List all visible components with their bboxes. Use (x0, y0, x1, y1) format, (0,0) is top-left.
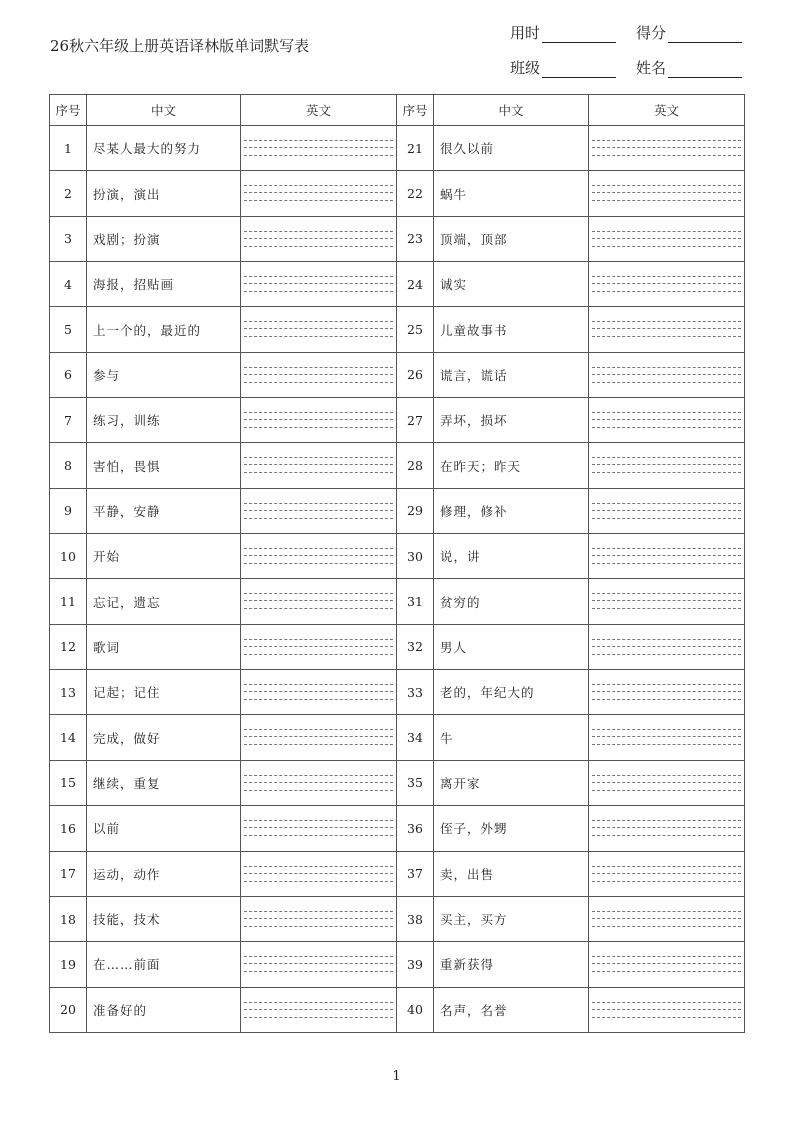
writing-guide-line (244, 518, 393, 519)
writing-guide-line (244, 412, 393, 413)
chinese-word: 侄子，外甥 (434, 806, 589, 851)
writing-guide-line (592, 328, 741, 329)
chinese-word: 弄坏，损坏 (434, 398, 589, 443)
writing-guide-line (592, 427, 741, 428)
chinese-word: 害怕，畏惧 (87, 443, 241, 488)
chinese-word: 开始 (87, 534, 241, 579)
writing-guide-line (592, 382, 741, 383)
english-answer-cell[interactable] (589, 715, 745, 760)
row-number: 31 (397, 579, 434, 624)
writing-guide-line (244, 646, 393, 647)
writing-guide-line (592, 555, 741, 556)
row-number: 16 (50, 806, 87, 851)
writing-guide-line (244, 911, 393, 912)
chinese-word: 尽某人最大的努力 (87, 126, 241, 171)
english-answer-cell[interactable] (241, 806, 397, 851)
writing-guide-line (244, 472, 393, 473)
writing-guide-line (592, 246, 741, 247)
writing-guide-line (244, 503, 393, 504)
english-answer-cell[interactable] (589, 216, 745, 261)
writing-guide-line (244, 374, 393, 375)
writing-guide-line (244, 684, 393, 685)
writing-guide-line (244, 691, 393, 692)
row-number: 1 (50, 126, 87, 171)
class-label: 班级 (510, 59, 541, 77)
row-number: 11 (50, 579, 87, 624)
writing-guide-line (592, 412, 741, 413)
writing-guide-line (592, 503, 741, 504)
english-answer-cell[interactable] (241, 488, 397, 533)
row-number: 4 (50, 262, 87, 307)
chinese-word: 离开家 (434, 760, 589, 805)
table-header-row (50, 95, 745, 126)
row-number: 28 (397, 443, 434, 488)
header-chinese-left: 中文 (87, 95, 241, 126)
table-row (50, 624, 745, 669)
chinese-word: 谎言，谎话 (434, 352, 589, 397)
writing-guide-line (244, 147, 393, 148)
writing-guide-line (592, 971, 741, 972)
writing-guide-line (592, 185, 741, 186)
writing-guide-line (592, 600, 741, 601)
table-row (50, 987, 745, 1032)
row-number: 15 (50, 760, 87, 805)
writing-guide-line (244, 873, 393, 874)
row-number: 38 (397, 896, 434, 941)
time-label: 用时 (510, 24, 541, 42)
english-answer-cell[interactable] (241, 942, 397, 987)
english-answer-cell[interactable] (241, 307, 397, 352)
writing-guide-line (244, 956, 393, 957)
chinese-word: 老的，年纪大的 (434, 670, 589, 715)
writing-guide-line (244, 427, 393, 428)
row-number: 21 (397, 126, 434, 171)
chinese-word: 在昨天；昨天 (434, 443, 589, 488)
writing-guide-line (244, 820, 393, 821)
chinese-word: 准备好的 (87, 987, 241, 1032)
row-number: 17 (50, 851, 87, 896)
writing-guide-line (592, 155, 741, 156)
chinese-word: 蜗牛 (434, 171, 589, 216)
writing-guide-line (592, 639, 741, 640)
writing-guide-line (592, 276, 741, 277)
chinese-word: 海报，招贴画 (87, 262, 241, 307)
table-row (50, 806, 745, 851)
chinese-word: 很久以前 (434, 126, 589, 171)
chinese-word: 继续，重复 (87, 760, 241, 805)
writing-guide-line (244, 555, 393, 556)
table-row (50, 171, 745, 216)
chinese-word: 忘记，遗忘 (87, 579, 241, 624)
table-row (50, 579, 745, 624)
table-row (50, 942, 745, 987)
writing-guide-line (244, 246, 393, 247)
english-answer-cell[interactable] (241, 579, 397, 624)
document-title: 26秋六年级上册英语译林版单词默写表 (50, 37, 310, 55)
row-number: 3 (50, 216, 87, 261)
english-answer-cell[interactable] (589, 760, 745, 805)
row-number: 9 (50, 488, 87, 533)
english-answer-cell[interactable] (589, 171, 745, 216)
writing-guide-line (244, 192, 393, 193)
row-number: 23 (397, 216, 434, 261)
chinese-word: 在……前面 (87, 942, 241, 987)
writing-guide-line (244, 419, 393, 420)
writing-guide-line (592, 291, 741, 292)
page-number: 1 (392, 1069, 401, 1084)
writing-guide-line (592, 654, 741, 655)
writing-guide-line (244, 276, 393, 277)
writing-guide-line (244, 563, 393, 564)
writing-guide-line (592, 367, 741, 368)
table-row (50, 534, 745, 579)
writing-guide-line (244, 367, 393, 368)
chinese-word: 上一个的，最近的 (87, 307, 241, 352)
chinese-word: 平静，安静 (87, 488, 241, 533)
row-number: 25 (397, 307, 434, 352)
row-number: 35 (397, 760, 434, 805)
writing-guide-line (592, 827, 741, 828)
writing-guide-line (244, 321, 393, 322)
english-answer-cell[interactable] (589, 624, 745, 669)
writing-guide-line (244, 827, 393, 828)
english-answer-cell[interactable] (241, 352, 397, 397)
writing-guide-line (244, 729, 393, 730)
english-answer-cell[interactable] (241, 624, 397, 669)
writing-guide-line (244, 775, 393, 776)
table-row (50, 443, 745, 488)
row-number: 20 (50, 987, 87, 1032)
table-row (50, 398, 745, 443)
writing-guide-line (244, 464, 393, 465)
english-answer-cell[interactable] (241, 670, 397, 715)
row-number: 10 (50, 534, 87, 579)
table-row (50, 488, 745, 533)
english-answer-cell[interactable] (589, 307, 745, 352)
row-number: 32 (397, 624, 434, 669)
chinese-word: 技能，技术 (87, 896, 241, 941)
writing-guide-line (592, 963, 741, 964)
chinese-word: 牛 (434, 715, 589, 760)
writing-guide-line (592, 782, 741, 783)
writing-guide-line (592, 140, 741, 141)
writing-guide-line (244, 608, 393, 609)
writing-guide-line (592, 548, 741, 549)
writing-guide-line (244, 140, 393, 141)
row-number: 33 (397, 670, 434, 715)
english-answer-cell[interactable] (241, 171, 397, 216)
row-number: 18 (50, 896, 87, 941)
writing-guide-line (592, 744, 741, 745)
english-answer-cell[interactable] (589, 126, 745, 171)
writing-guide-line (244, 639, 393, 640)
writing-guide-line (592, 419, 741, 420)
writing-guide-line (592, 608, 741, 609)
chinese-word: 说，讲 (434, 534, 589, 579)
english-answer-cell[interactable] (241, 534, 397, 579)
writing-guide-line (592, 283, 741, 284)
chinese-word: 名声，名誉 (434, 987, 589, 1032)
table-row (50, 670, 745, 715)
row-number: 36 (397, 806, 434, 851)
row-number: 7 (50, 398, 87, 443)
english-answer-cell[interactable] (589, 443, 745, 488)
row-number: 6 (50, 352, 87, 397)
chinese-word: 买主，买方 (434, 896, 589, 941)
row-number: 24 (397, 262, 434, 307)
english-answer-cell[interactable] (241, 126, 397, 171)
writing-guide-line (592, 873, 741, 874)
writing-guide-line (244, 926, 393, 927)
table-row (50, 715, 745, 760)
chinese-word: 诚实 (434, 262, 589, 307)
writing-guide-line (244, 782, 393, 783)
writing-guide-line (592, 336, 741, 337)
row-number: 26 (397, 352, 434, 397)
writing-guide-line (244, 699, 393, 700)
writing-guide-line (592, 699, 741, 700)
row-number: 8 (50, 443, 87, 488)
writing-guide-line (244, 328, 393, 329)
chinese-word: 儿童故事书 (434, 307, 589, 352)
score-label: 得分 (636, 24, 667, 42)
chinese-word: 贫穷的 (434, 579, 589, 624)
english-answer-cell[interactable] (241, 443, 397, 488)
writing-guide-line (592, 729, 741, 730)
chinese-word: 扮演，演出 (87, 171, 241, 216)
writing-guide-line (592, 593, 741, 594)
row-number: 2 (50, 171, 87, 216)
english-answer-cell[interactable] (241, 760, 397, 805)
writing-guide-line (244, 510, 393, 511)
row-number: 19 (50, 942, 87, 987)
header-english-right: 英文 (589, 95, 745, 126)
row-number: 27 (397, 398, 434, 443)
table-row (50, 262, 745, 307)
writing-guide-line (592, 200, 741, 201)
chinese-word: 修理，修补 (434, 488, 589, 533)
writing-guide-line (244, 336, 393, 337)
chinese-word: 男人 (434, 624, 589, 669)
writing-guide-line (592, 646, 741, 647)
writing-guide-line (244, 971, 393, 972)
writing-guide-line (244, 918, 393, 919)
row-number: 5 (50, 307, 87, 352)
english-answer-cell[interactable] (241, 398, 397, 443)
english-answer-cell[interactable] (589, 262, 745, 307)
writing-guide-line (592, 510, 741, 511)
writing-guide-line (592, 231, 741, 232)
writing-guide-line (592, 918, 741, 919)
writing-guide-line (592, 790, 741, 791)
writing-guide-line (592, 820, 741, 821)
writing-guide-line (244, 1009, 393, 1010)
chinese-word: 完成，做好 (87, 715, 241, 760)
table-row (50, 851, 745, 896)
score-field[interactable] (636, 23, 742, 43)
table-row (50, 307, 745, 352)
writing-guide-line (244, 283, 393, 284)
writing-guide-line (592, 736, 741, 737)
english-answer-cell[interactable] (589, 942, 745, 987)
writing-guide-line (592, 563, 741, 564)
writing-guide-line (244, 593, 393, 594)
writing-guide-line (592, 926, 741, 927)
writing-guide-line (244, 155, 393, 156)
row-number: 22 (397, 171, 434, 216)
row-number: 37 (397, 851, 434, 896)
writing-guide-line (592, 1009, 741, 1010)
english-answer-cell[interactable] (241, 896, 397, 941)
writing-guide-line (244, 200, 393, 201)
header-num-right: 序号 (397, 95, 434, 126)
writing-guide-line (592, 321, 741, 322)
writing-guide-line (244, 963, 393, 964)
writing-guide-line (592, 374, 741, 375)
row-number: 13 (50, 670, 87, 715)
writing-guide-line (244, 866, 393, 867)
english-answer-cell[interactable] (589, 806, 745, 851)
class-field[interactable] (510, 58, 616, 78)
english-answer-cell[interactable] (241, 216, 397, 261)
english-answer-cell[interactable] (589, 670, 745, 715)
chinese-word: 练习，训练 (87, 398, 241, 443)
writing-guide-line (592, 457, 741, 458)
score-blank[interactable] (668, 26, 742, 43)
chinese-word: 运动，动作 (87, 851, 241, 896)
writing-guide-line (244, 736, 393, 737)
chinese-word: 卖，出售 (434, 851, 589, 896)
writing-guide-line (592, 1017, 741, 1018)
name-field[interactable] (636, 58, 742, 78)
name-label: 姓名 (636, 59, 667, 77)
writing-guide-line (244, 600, 393, 601)
writing-guide-line (592, 835, 741, 836)
english-answer-cell[interactable] (589, 534, 745, 579)
writing-guide-line (244, 185, 393, 186)
english-answer-cell[interactable] (589, 488, 745, 533)
vocabulary-table (49, 94, 745, 1033)
row-number: 40 (397, 987, 434, 1032)
writing-guide-line (592, 464, 741, 465)
writing-guide-line (592, 684, 741, 685)
row-number: 14 (50, 715, 87, 760)
writing-guide-line (244, 790, 393, 791)
english-answer-cell[interactable] (589, 851, 745, 896)
writing-guide-line (244, 1017, 393, 1018)
english-answer-cell[interactable] (589, 398, 745, 443)
writing-guide-line (592, 147, 741, 148)
writing-guide-line (244, 1002, 393, 1003)
chinese-word: 重新获得 (434, 942, 589, 987)
header-english-left: 英文 (241, 95, 397, 126)
writing-guide-line (244, 881, 393, 882)
english-answer-cell[interactable] (589, 896, 745, 941)
class-blank[interactable] (542, 61, 616, 78)
row-number: 39 (397, 942, 434, 987)
writing-guide-line (592, 238, 741, 239)
writing-guide-line (592, 866, 741, 867)
english-answer-cell[interactable] (241, 262, 397, 307)
table-row (50, 896, 745, 941)
english-answer-cell[interactable] (241, 715, 397, 760)
chinese-word: 记起；记住 (87, 670, 241, 715)
writing-guide-line (244, 835, 393, 836)
writing-guide-line (592, 472, 741, 473)
row-number: 29 (397, 488, 434, 533)
chinese-word: 以前 (87, 806, 241, 851)
english-answer-cell[interactable] (589, 352, 745, 397)
writing-guide-line (592, 518, 741, 519)
writing-guide-line (244, 291, 393, 292)
chinese-word: 顶端，顶部 (434, 216, 589, 261)
row-number: 12 (50, 624, 87, 669)
row-number: 30 (397, 534, 434, 579)
time-field[interactable] (510, 23, 616, 43)
header-num-left: 序号 (50, 95, 87, 126)
writing-guide-line (592, 1002, 741, 1003)
time-blank[interactable] (542, 26, 616, 43)
english-answer-cell[interactable] (241, 851, 397, 896)
english-answer-cell[interactable] (589, 987, 745, 1032)
chinese-word: 参与 (87, 352, 241, 397)
header-chinese-right: 中文 (434, 95, 589, 126)
writing-guide-line (592, 911, 741, 912)
writing-guide-line (244, 654, 393, 655)
table-row (50, 760, 745, 805)
writing-guide-line (244, 238, 393, 239)
english-answer-cell[interactable] (589, 579, 745, 624)
writing-guide-line (592, 691, 741, 692)
writing-guide-line (244, 548, 393, 549)
writing-guide-line (244, 382, 393, 383)
table-row (50, 126, 745, 171)
table-row (50, 352, 745, 397)
writing-guide-line (592, 956, 741, 957)
table-row (50, 216, 745, 261)
writing-guide-line (592, 192, 741, 193)
writing-guide-line (244, 231, 393, 232)
chinese-word: 戏剧；扮演 (87, 216, 241, 261)
row-number: 34 (397, 715, 434, 760)
writing-guide-line (592, 775, 741, 776)
english-answer-cell[interactable] (241, 987, 397, 1032)
chinese-word: 歌词 (87, 624, 241, 669)
writing-guide-line (244, 744, 393, 745)
writing-guide-line (592, 881, 741, 882)
writing-guide-line (244, 457, 393, 458)
name-blank[interactable] (668, 61, 742, 78)
